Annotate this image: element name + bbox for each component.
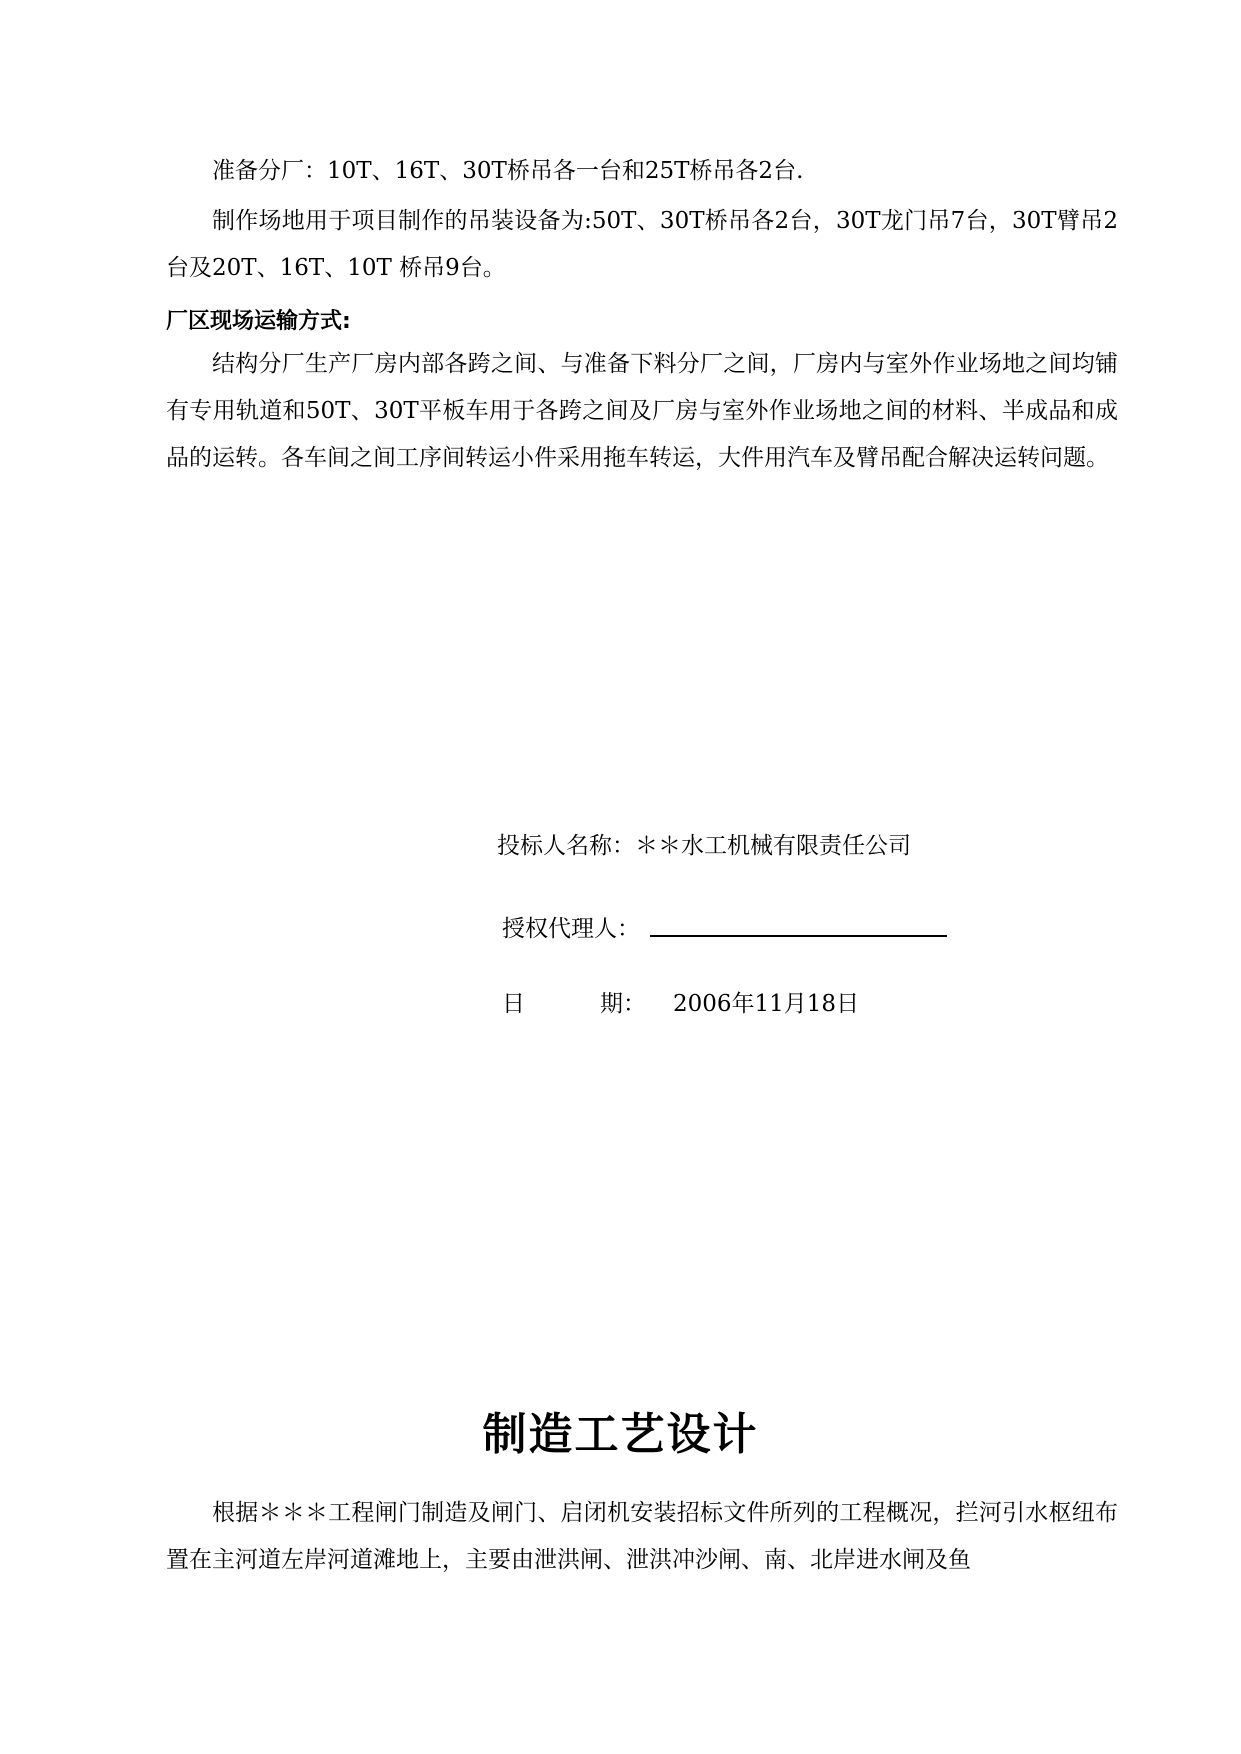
signature-line	[650, 935, 947, 937]
authorized-agent-label: 授权代理人：	[502, 916, 640, 942]
bidder-name-row	[497, 827, 911, 860]
paragraph-prep-branch: 准备分厂：10T、16T、30T桥吊各一台和25T桥吊各2台.	[212, 158, 804, 184]
bidder-name-value: ＊＊水工机械有限责任公司	[635, 833, 911, 859]
date-label-part-2: 期：	[600, 991, 646, 1017]
paragraph-lifting-equipment: 制作场地用于项目制作的吊装设备为:50T、30T桥吊各2台，30T龙门吊7台，30T臂吊2台及20T、16T、10T 桥吊9台。	[166, 208, 1118, 281]
bidder-name-label: 投标人名称：	[497, 833, 635, 859]
paragraph-project-overview: 根据＊＊＊工程闸门制造及闸门、启闭机安装招标文件所列的工程概况，拦河引水枢纽布置在主河道左岸河道滩地上，主要由泄洪闸、泄洪冲沙闸、南、北岸进水闸及鱼	[166, 1500, 1118, 1573]
date-label-part-1: 日	[502, 991, 525, 1017]
paragraph-transport: 结构分厂生产厂房内部各跨之间、与准备下料分厂之间，厂房内与室外作业场地之间均铺有专用轨道和50T、30T平板车用于各跨之间及厂房与室外作业场地之间的材料、半成品和成品的运转。各车间之间工序间转运小件采用拖车转运，大件用汽车及臂吊配合解决运转问题。	[166, 351, 1118, 471]
page-title: 制造工艺设计	[482, 1409, 759, 1460]
heading-transport: 厂区现场运输方式:	[166, 309, 351, 334]
date-value: 2006年11月18日	[673, 991, 860, 1017]
